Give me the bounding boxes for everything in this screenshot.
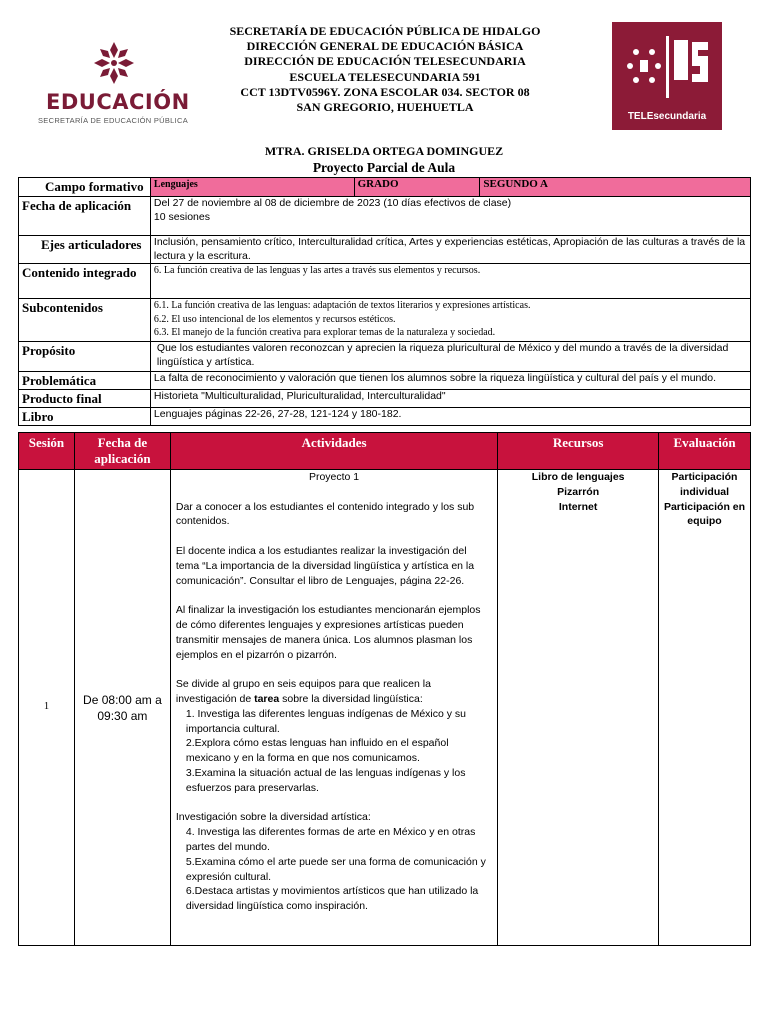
activity-bold-text: tarea	[254, 692, 280, 705]
info-table	[18, 177, 751, 426]
header-recursos: Recursos	[498, 433, 659, 470]
session-number: 1	[19, 470, 75, 946]
telesecundaria-label: TELEsecundaria	[627, 111, 707, 122]
sep-logo	[36, 42, 196, 128]
activity-paragraph: El docente indica a los estudiantes realizar la investigación del tema “La importancia de la diversidad lingüística y artística en la comunicación”. Consultar el libro de Lenguajes, página 22-26.	[175, 544, 475, 587]
institution-header	[200, 24, 570, 115]
header-line: SAN GREGORIO, HUEHUETLA	[296, 100, 474, 115]
contenido-value: 6. La función creativa de las lenguas y las artes a través sus elementos y recursos.	[150, 264, 750, 299]
ejes-label: Ejes articuladores	[19, 236, 151, 264]
subcontenido-item: 6.2. El uso intencional de los elementos y recursos estéticos.	[153, 313, 396, 325]
activity-text: Se divide al grupo en seis equipos para que realicen la investigación de	[175, 678, 431, 705]
fecha-label: Fecha de aplicación	[19, 197, 151, 236]
producto-final-value: Historieta "Multiculturalidad, Pluriculturalidad, Interculturalidad"	[150, 390, 750, 408]
libro-label: Libro	[19, 408, 151, 426]
list-item: 3.Examina la situación actual de las lenguas indígenas y los esfuerzos para preservarlas.	[185, 766, 466, 794]
session-time: De 08:00 am a 09:30 am	[74, 470, 170, 946]
header-sesion: Sesión	[19, 433, 75, 470]
subcontenidos-label: Subcontenidos	[19, 299, 151, 342]
subcontenido-item: 6.1. La función creativa de las lenguas: adaptación de textos literarios y expresiones artísticas.	[153, 300, 531, 311]
telesecundaria-logo	[612, 22, 722, 130]
grado-value: SEGUNDO A	[480, 178, 751, 197]
activity-text: sobre la diversidad lingüística:	[279, 692, 423, 705]
table-row	[19, 470, 751, 946]
fecha-range: Del 27 de noviembre al 08 de diciembre de 2023 (10 días efectivos de clase)	[153, 197, 512, 209]
flower-icon	[94, 42, 134, 84]
contenido-label: Contenido integrado	[19, 264, 151, 299]
header-actividades: Actividades	[170, 433, 497, 470]
header-fecha: Fecha de aplicación	[74, 433, 170, 470]
subcontenido-item: 6.3. El manejo de la función creativa para explorar temas de la naturaleza y sociedad.	[153, 327, 496, 338]
grado-label: GRADO	[354, 178, 480, 197]
list-item: 2.Explora cómo estas lenguas han influido en el español mexicano y en la forma en que nos comunicamos.	[185, 737, 449, 765]
subcontenidos-list	[150, 299, 750, 342]
list-item: 6.Destaca artistas y movimientos artísticos que han utilizado la diversidad lingüística como inspiración.	[185, 885, 479, 913]
activity-paragraph: Investigación sobre la diversidad artística:	[175, 811, 371, 824]
problematica-label: Problemática	[19, 372, 151, 390]
document-title: Proyecto Parcial de Aula	[312, 160, 456, 175]
activities-cell	[170, 470, 497, 946]
resources-cell	[498, 470, 659, 946]
header-line: CCT 13DTV0596Y. ZONA ESCOLAR 034. SECTOR 08	[240, 84, 530, 99]
activity-paragraph: Dar a conocer a los estudiantes el contenido integrado y los sub contenidos.	[175, 500, 475, 528]
header-line: DIRECCIÓN DE EDUCACIÓN TELESECUNDARIA	[244, 54, 526, 69]
campo-formativo-label: Campo formativo	[19, 178, 151, 197]
campo-formativo-value: Lenguajes	[150, 178, 354, 197]
resource-item: Pizarrón	[557, 485, 600, 498]
fecha-sessions: 10 sesiones	[153, 210, 210, 223]
evaluation-item: Participación individual	[671, 471, 738, 498]
header-evaluacion: Evaluación	[659, 433, 751, 470]
resource-item: Libro de lenguajes	[531, 471, 625, 483]
resource-item: Internet	[558, 500, 598, 513]
education-wordmark: EDUCACIÓN	[46, 90, 190, 114]
list-item: 1. Investiga las diferentes lenguas indígenas de México y su importancia cultural.	[185, 707, 467, 735]
proposito-value: Que los estudiantes valoren reconozcan y aprecien la riqueza pluricultural de México y del mundo a través de la diversidad lingüística y artística.	[150, 342, 750, 372]
ejes-value: Inclusión, pensamiento crítico, Interculturalidad crítica, Artes y experiencias estéticas, Apropiación de las culturas a través de la lectura y la escritura.	[150, 236, 750, 264]
activity-paragraph	[176, 677, 492, 707]
ts-emblem-icon	[622, 32, 712, 102]
evaluation-item: Participación en equipo	[663, 500, 746, 528]
teacher-name: MTRA. GRISELDA ORTEGA DOMINGUEZ	[264, 144, 504, 158]
list-item: 5.Examina cómo el arte puede ser una forma de comunicación y expresión cultural.	[185, 855, 486, 883]
header-line: ESCUELA TELESECUNDARIA 591	[289, 69, 481, 84]
header-line: SECRETARÍA DE EDUCACIÓN PÚBLICA DE HIDALGO	[229, 24, 541, 38]
fecha-value	[150, 197, 750, 236]
sessions-table	[18, 432, 751, 946]
activity-paragraph: Al finalizar la investigación los estudiantes mencionarán ejemplos de cómo diferentes lenguajes y expresiones artísticas pueden transmitir mensajes de manera única. Los alumnos plasman los ejemplos en el pizarrón o pizarrón.	[175, 604, 481, 661]
sep-subtitle: SECRETARÍA DE EDUCACIÓN PÚBLICA	[38, 116, 189, 125]
proposito-label: Propósito	[19, 342, 151, 372]
list-item: 4. Investiga las diferentes formas de arte en México y en otras partes del mundo.	[185, 826, 476, 853]
header-line: DIRECCIÓN GENERAL DE EDUCACIÓN BÁSICA	[246, 39, 524, 54]
problematica-value: La falta de reconocimiento y valoración que tienen los alumnos sobre la riqueza lingüística y cultural del país y el mundo.	[150, 372, 750, 390]
producto-final-label: Producto final	[19, 390, 151, 408]
evaluation-cell	[659, 470, 751, 946]
activity-title: Proyecto 1	[308, 471, 360, 483]
libro-value: Lenguajes páginas 22-26, 27-28, 121-124 y 180-182.	[150, 408, 750, 426]
